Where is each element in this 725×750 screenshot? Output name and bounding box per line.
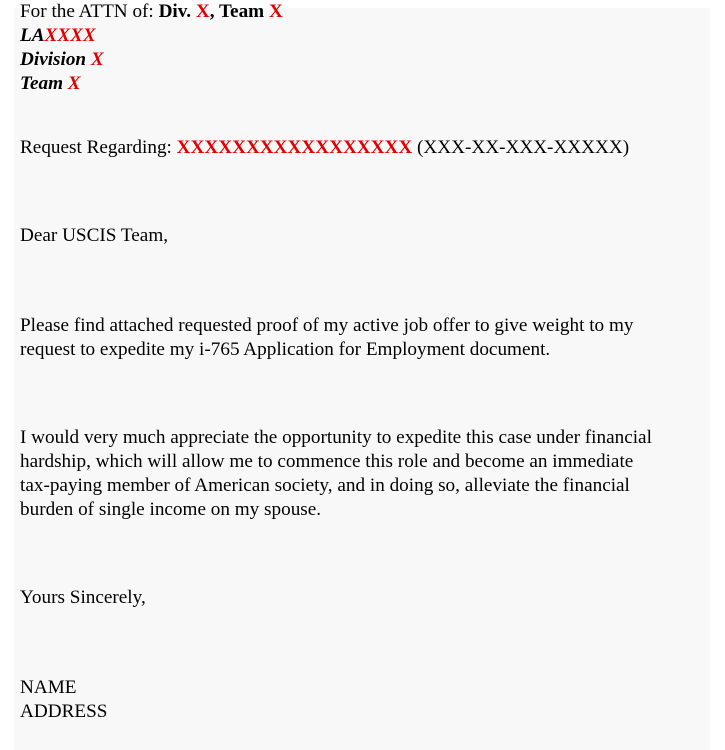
office-division-line bbox=[20, 48, 710, 72]
signature-name: NAME bbox=[20, 677, 77, 698]
request-name: XXXXXXXXXXXXXXXXX bbox=[176, 137, 413, 158]
paragraph-2-line-1: I would very much appreciate the opportunity to expedite this case under financial bbox=[20, 427, 652, 448]
paragraph-2-line-2: hardship, which will allow me to commence this role and become an immediate bbox=[20, 451, 634, 472]
office-la-value: XXXX bbox=[44, 25, 96, 46]
spacer bbox=[20, 248, 710, 314]
attn-separator: , bbox=[209, 1, 220, 22]
request-label: Request Regarding: bbox=[20, 137, 177, 158]
closing: Yours Sincerely, bbox=[20, 587, 146, 608]
paragraph-1-line-2: request to expedite my i-765 Application for Employment document. bbox=[20, 339, 551, 360]
spacer bbox=[20, 362, 710, 426]
office-division-value: X bbox=[90, 49, 104, 70]
salutation: Dear USCIS Team, bbox=[20, 225, 169, 246]
paragraph-2-line-4: burden of single income on my spouse. bbox=[20, 499, 322, 520]
office-team-value: X bbox=[67, 73, 81, 94]
spacer bbox=[20, 160, 710, 224]
spacer bbox=[20, 96, 710, 136]
office-team-label: Team bbox=[20, 73, 68, 94]
attn-div-value: X bbox=[195, 1, 210, 22]
attn-div-label: Div. bbox=[158, 1, 196, 22]
attn-line bbox=[20, 0, 710, 24]
request-number: (XXX-XX-XXX-XXXXX) bbox=[412, 137, 630, 158]
request-line bbox=[20, 136, 710, 160]
spacer bbox=[20, 610, 710, 676]
paragraph-1-line-1: Please find attached requested proof of my active job offer to give weight to my bbox=[20, 315, 634, 336]
signature-address: ADDRESS bbox=[20, 701, 108, 722]
office-team-line bbox=[20, 72, 710, 96]
attn-prefix: For the ATTN of: bbox=[20, 1, 159, 22]
office-division-label: Division bbox=[20, 49, 91, 70]
office-la-prefix: LA bbox=[20, 25, 45, 46]
letter-body bbox=[20, 0, 710, 724]
attn-team-label: Team bbox=[219, 1, 269, 22]
paragraph-2-line-3: tax-paying member of American society, and in doing so, alleviate the financial bbox=[20, 475, 630, 496]
office-la-line bbox=[20, 24, 710, 48]
attn-team-value: X bbox=[268, 1, 283, 22]
spacer bbox=[20, 522, 710, 586]
